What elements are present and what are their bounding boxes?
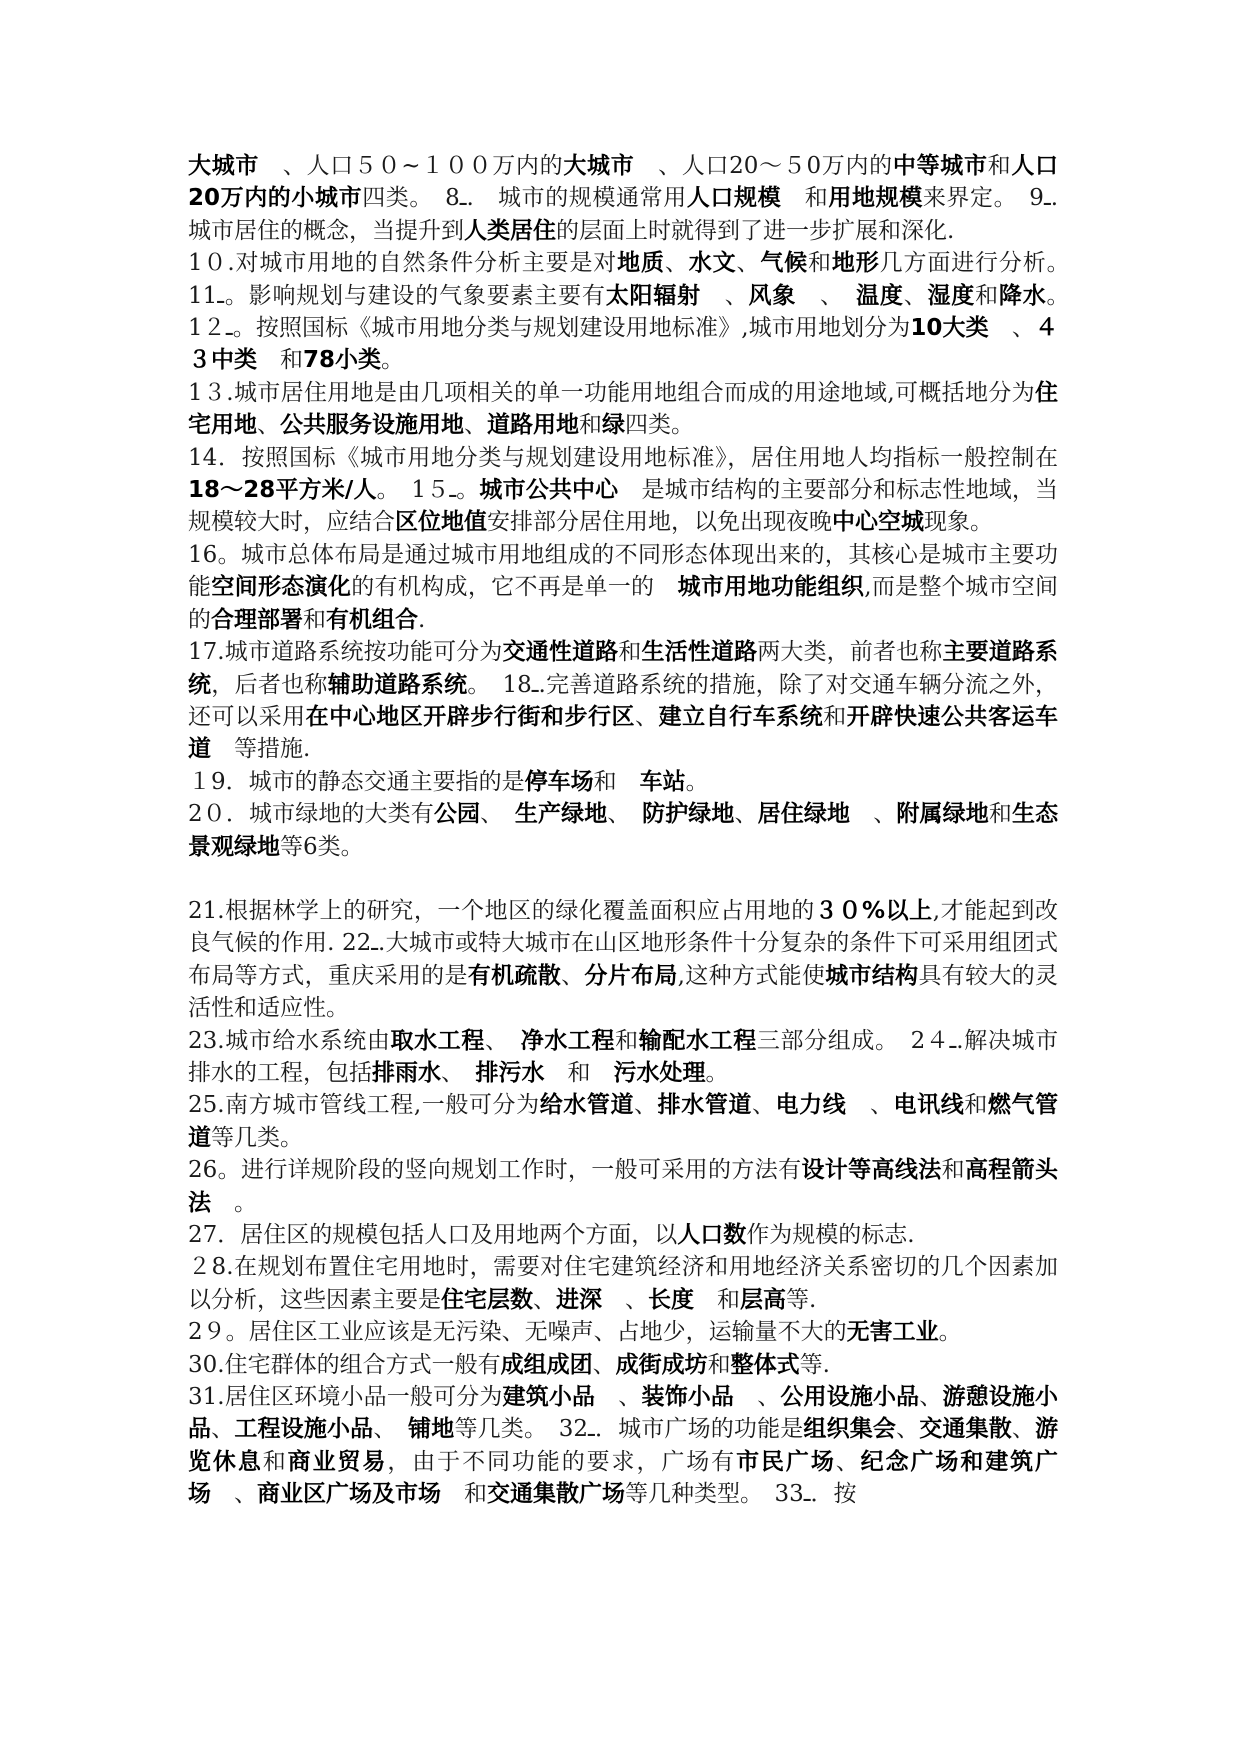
answer-term: 大城市: [563, 153, 635, 179]
answer-term: 净水工程: [520, 1027, 616, 1054]
question-text: 、: [752, 1092, 776, 1119]
question-text: 等6类。: [280, 833, 364, 860]
answer-term: 高程箭头法: [188, 1157, 1058, 1216]
question-text: 、: [441, 1059, 476, 1086]
question-text: 和: [808, 250, 832, 277]
question-text: 和: [303, 606, 326, 633]
paragraph: [188, 1251, 1058, 1316]
question-text: 。 1２ـ。按照国标《城市用地分类与规划建设用地标准》,城市用地划分为: [188, 282, 1082, 342]
answer-term: 装饰小品: [641, 1384, 735, 1411]
answer-term: 商业贸易: [287, 1448, 388, 1475]
answer-term: 道路用地: [487, 412, 579, 439]
answer-term: 交通性道路: [502, 639, 619, 666]
answer-term: 在中心地区开辟步行街和步行区: [305, 703, 636, 730]
answer-term: 建筑小品: [502, 1384, 596, 1411]
answer-term: 工程设施小品: [234, 1416, 374, 1443]
answer-term: 游憩设施小品: [188, 1384, 1059, 1443]
paragraph: [188, 1025, 1058, 1090]
paragraph: [188, 539, 1058, 636]
answer-term: 交通集散广场: [487, 1481, 625, 1508]
question-text: 和: [257, 347, 303, 374]
question-text: 30.住宅群体的组合方式一般有: [188, 1351, 501, 1378]
question-text: 。: [381, 347, 405, 374]
question-text: 23.城市给水系统由: [188, 1027, 391, 1054]
question-text: 。 1５ـ。: [376, 477, 480, 504]
answer-term: 气候: [760, 250, 809, 277]
answer-term: 铺地: [408, 1416, 455, 1443]
question-text: 和: [707, 1351, 731, 1378]
question-text: 和: [987, 153, 1012, 179]
question-text: 等几种类型。 33ـ．按: [625, 1481, 857, 1508]
answer-term: 停车场: [524, 768, 594, 795]
question-text: 和: [579, 412, 602, 439]
question-text: 等.: [786, 1286, 817, 1313]
question-text: 、: [796, 282, 857, 309]
answer-term: 78小类: [303, 347, 382, 374]
question-text: 。: [685, 768, 709, 795]
question-text: 、: [484, 1027, 521, 1054]
question-text: 21.根据林学上的研究，一个地区的绿化覆盖面积应占用地的: [188, 897, 815, 924]
answer-term: 生态景观绿地: [188, 801, 1059, 860]
answer-term: 商业区广场及市场: [257, 1481, 441, 1508]
answer-term: 进深: [556, 1286, 602, 1313]
question-text: 和: [964, 1092, 988, 1119]
question-text: 等.: [799, 1351, 830, 1378]
document-body: [188, 150, 1082, 1511]
question-text: 和: [618, 639, 642, 666]
question-text: 、: [607, 801, 643, 828]
question-text: ,这种方式能使: [677, 962, 826, 989]
paragraph: [188, 636, 1058, 766]
answer-term: 公园: [433, 801, 481, 828]
question-text: 和: [544, 1059, 614, 1086]
answer-term: 游览休息: [188, 1416, 1059, 1475]
question-text: 、: [635, 703, 659, 730]
paragraph: [188, 798, 1058, 863]
answer-term: 住宅层数: [441, 1286, 533, 1313]
answer-term: ４３中类: [188, 315, 1059, 374]
question-text: 。: [938, 1319, 962, 1346]
answer-term: 人口20万内的小城市: [188, 153, 1059, 212]
answer-term: 生活性道路: [641, 639, 758, 666]
question-text: 两大类，前者也称: [757, 639, 943, 666]
answer-term: 人类居住: [464, 217, 556, 244]
paragraph: [188, 442, 1058, 539]
question-text: 17.城市道路系统按功能可分为: [188, 639, 503, 666]
question-text: 和: [781, 185, 829, 212]
question-text: 。: [211, 1189, 257, 1216]
answer-term: 辅助道路系统: [327, 671, 468, 698]
question-text: 31.居住区环境小品一般可分为: [188, 1384, 503, 1411]
question-text: 、: [602, 1286, 648, 1313]
question-text: 和: [975, 282, 999, 309]
question-text: 等几类。: [211, 1124, 303, 1151]
answer-term: 主要道路系统: [188, 639, 1059, 698]
question-text: 等几类。 32ـ．城市广场的功能是: [454, 1416, 804, 1443]
answer-term: 市民广场: [736, 1448, 836, 1475]
answer-term: 设计等高线法: [801, 1157, 942, 1184]
answer-term: 排污水: [475, 1059, 545, 1086]
question-text: 是城市结构的主要部分和标志性地域，当规模较大时，应结合: [188, 477, 1059, 536]
answer-term: 排水管道: [657, 1092, 752, 1119]
question-text: 。: [705, 1059, 729, 1086]
answer-term: 10大类: [910, 315, 989, 342]
question-text: 、: [846, 1092, 894, 1119]
question-text: 、: [533, 1286, 556, 1313]
answer-term: 水文: [688, 250, 737, 277]
answer-term: 组织集会: [803, 1416, 897, 1443]
question-text: 和: [823, 703, 847, 730]
answer-term: 纪念广场和建筑广场: [188, 1448, 1059, 1508]
paragraph: [188, 766, 1058, 798]
paragraph: [188, 1089, 1058, 1154]
answer-term: 地质: [617, 250, 665, 277]
paragraph: [188, 377, 1058, 442]
question-text: 具有较大的灵活性和适应性。: [188, 962, 1059, 1022]
answer-term: 成街成坊: [615, 1351, 708, 1378]
answer-term: 成组成团: [500, 1351, 593, 1378]
question-text: 、: [595, 1384, 642, 1411]
question-text: 的有机构成，它不再是单一的: [351, 574, 678, 601]
answer-term: 交通集散: [919, 1416, 1012, 1443]
question-text: 。 18ـ.完善道路系统的措施，除了对交通车辆分流之外，还可以采用: [188, 671, 1059, 730]
answer-term: 长度: [648, 1286, 694, 1313]
answer-term: 输配水工程: [638, 1027, 757, 1054]
answer-term: 有机组合: [326, 606, 418, 633]
paragraph: [188, 895, 1058, 1025]
answer-term: 风象: [748, 282, 797, 309]
answer-term: 取水工程: [390, 1027, 485, 1054]
answer-term: 住宅用地: [188, 379, 1058, 439]
answer-term: 18～28平方米/人: [188, 477, 377, 504]
paragraph: [188, 1381, 1058, 1511]
answer-term: ３０%以上: [814, 897, 933, 924]
paragraph: [188, 1219, 1058, 1251]
answer-term: 防护绿地: [642, 801, 735, 828]
answer-term: 开辟快速公共客运车道: [188, 703, 1059, 763]
answer-term: 用地规模: [828, 185, 923, 212]
question-text: 、: [480, 801, 515, 828]
question-text: 和: [593, 768, 640, 795]
answer-term: 附属绿地: [896, 801, 989, 828]
question-text: 、: [664, 250, 689, 277]
question-text: １9．城市的静态交通主要指的是: [188, 768, 525, 795]
question-text: 作为规模的标志.: [746, 1222, 915, 1248]
answer-term: 降水: [998, 282, 1047, 309]
question-text: 和: [441, 1481, 487, 1508]
question-text: 、: [634, 1092, 658, 1119]
question-text: 和: [694, 1286, 740, 1313]
paragraph: [188, 150, 1058, 247]
answer-term: 人口规模: [686, 185, 782, 212]
question-text: 、: [850, 801, 897, 828]
question-text: 1３.城市居住用地是由几项相关的单一功能用地组合而成的用途地域,可概括地分为: [188, 379, 1035, 406]
question-text: 等措施.: [211, 736, 311, 763]
question-text: 现象。: [924, 509, 993, 536]
question-text: 27．居住区的规模包括人口及用地两个方面，以: [188, 1222, 678, 1248]
question-text: 几方面进行分析。 11ـ。影响规划与建设的气象要素主要有: [188, 250, 1082, 309]
question-text: 、: [734, 801, 758, 828]
question-text: 三部分组成。 2４ـ.解决城市排水的工程，包括: [188, 1027, 1059, 1086]
answer-term: 居住绿地: [757, 801, 851, 828]
answer-term: 建立自行车系统: [658, 703, 824, 730]
answer-term: 燃气管道: [188, 1092, 1059, 1151]
answer-term: 合理部署: [211, 606, 303, 633]
answer-term: 地形: [831, 250, 880, 277]
answer-term: 电力线: [775, 1092, 847, 1119]
question-text: ，后者也称: [211, 671, 328, 698]
answer-term: 公共服务设施用地: [280, 412, 464, 439]
question-text: 、: [211, 1481, 257, 1508]
answer-term: 城市结构: [825, 962, 919, 989]
answer-term: 给水管道: [539, 1092, 635, 1119]
question-text: 2９。居住区工业应该是无污染、无噪声、占地少，运输量不大的: [188, 1319, 847, 1346]
question-text: 14．按照国标《城市用地分类与规划建设用地标准》，居住用地人均指标一般控制在: [188, 444, 1058, 471]
question-text: 、: [592, 1351, 616, 1378]
answer-term: 无害工业: [846, 1319, 939, 1346]
question-text: 的层面上时就得到了进一步扩展和深化.: [556, 217, 955, 244]
question-text: 、: [464, 412, 487, 439]
question-text: 四类。: [625, 412, 694, 439]
question-text: 、: [734, 1384, 781, 1411]
answer-term: 区位地值: [395, 509, 487, 536]
question-text: 来界定。 9ـ.城市居住的概念，当提升到: [188, 185, 1059, 244]
answer-term: 中心空城: [832, 509, 924, 536]
question-text: 16。城市总体布局是通过城市用地组成的不同形态体现出来的，其核心是城市主要功能: [188, 541, 1058, 601]
question-text: 2０．城市绿地的大类有: [188, 801, 434, 828]
answer-term: 温度: [856, 282, 904, 309]
answer-term: 人口数: [677, 1222, 747, 1248]
answer-term: 大城市: [188, 153, 260, 179]
question-text: 26。进行详规阶段的竖向规划工作时，一般可采用的方法有: [188, 1157, 802, 1184]
question-text: 和: [941, 1157, 965, 1184]
question-text: 安排部分居住用地，以免出现夜晚: [487, 509, 832, 536]
question-text: .: [418, 606, 426, 633]
question-text: 、: [835, 1448, 861, 1475]
question-text: 四类。 8ـ. 城市的规模通常用: [362, 185, 687, 212]
question-text: ，由于不同功能的要求，广场有: [387, 1448, 737, 1475]
answer-term: 污水处理: [613, 1059, 706, 1086]
question-text: 和: [988, 801, 1012, 828]
paragraph: [188, 1349, 1058, 1381]
question-text: 、: [919, 1384, 943, 1411]
question-text: 、: [700, 282, 749, 309]
question-text: 、: [903, 282, 928, 309]
paragraph: [188, 1154, 1058, 1219]
question-text: 1０.对城市用地的自然条件分析主要是对: [188, 250, 618, 277]
question-text: 、: [211, 1416, 235, 1443]
answer-term: 整体式: [730, 1351, 800, 1378]
question-text: 、人口20～５0万内的: [634, 153, 893, 179]
question-text: ,而是整个城市空间的: [188, 574, 1059, 633]
question-text: 、: [896, 1416, 920, 1443]
answer-term: 绿: [602, 412, 625, 439]
answer-term: 中等城市: [892, 153, 988, 179]
paragraph: [188, 247, 1082, 377]
answer-term: 电讯线: [893, 1092, 965, 1119]
answer-term: 太阳辐射: [605, 282, 701, 309]
question-text: ,才能起到改良气候的作用. 22ـ.大城市或特大城市在山区地形条件十分复杂的条件下可采用组团式布局等方式，重庆采用的是: [188, 897, 1059, 989]
answer-term: 城市用地功能组织: [677, 574, 865, 601]
question-text: 、: [736, 250, 761, 277]
question-text: 和: [262, 1448, 288, 1475]
paragraph: [188, 1316, 1058, 1348]
question-text: 、人口５０~１００万内的: [259, 153, 564, 179]
answer-term: 车站: [639, 768, 686, 795]
question-text: 25.南方城市管线工程,一般可分为: [188, 1092, 540, 1119]
question-text: 、: [561, 962, 585, 989]
question-text: 、: [988, 315, 1036, 342]
answer-term: 排雨水: [372, 1059, 441, 1086]
question-text: 、: [1011, 1416, 1036, 1443]
question-text: 、: [373, 1416, 409, 1443]
blank-line: [188, 863, 1058, 895]
answer-term: 层高: [740, 1286, 786, 1313]
question-text: 、: [257, 412, 280, 439]
question-text: ２8.在规划布置住宅用地时，需要对住宅建筑经济和用地经济关系密切的几个因素加以分析，这些因素主要是: [188, 1254, 1058, 1313]
answer-term: 公用设施小品: [780, 1384, 920, 1411]
answer-term: 城市公共中心: [479, 477, 619, 504]
answer-term: 分片布局: [584, 962, 678, 989]
answer-term: 湿度: [927, 282, 976, 309]
answer-term: 空间形态演化: [211, 574, 352, 601]
question-text: 和: [615, 1027, 639, 1054]
answer-term: 生产绿地: [514, 801, 608, 828]
answer-term: 有机疏散: [467, 962, 562, 989]
